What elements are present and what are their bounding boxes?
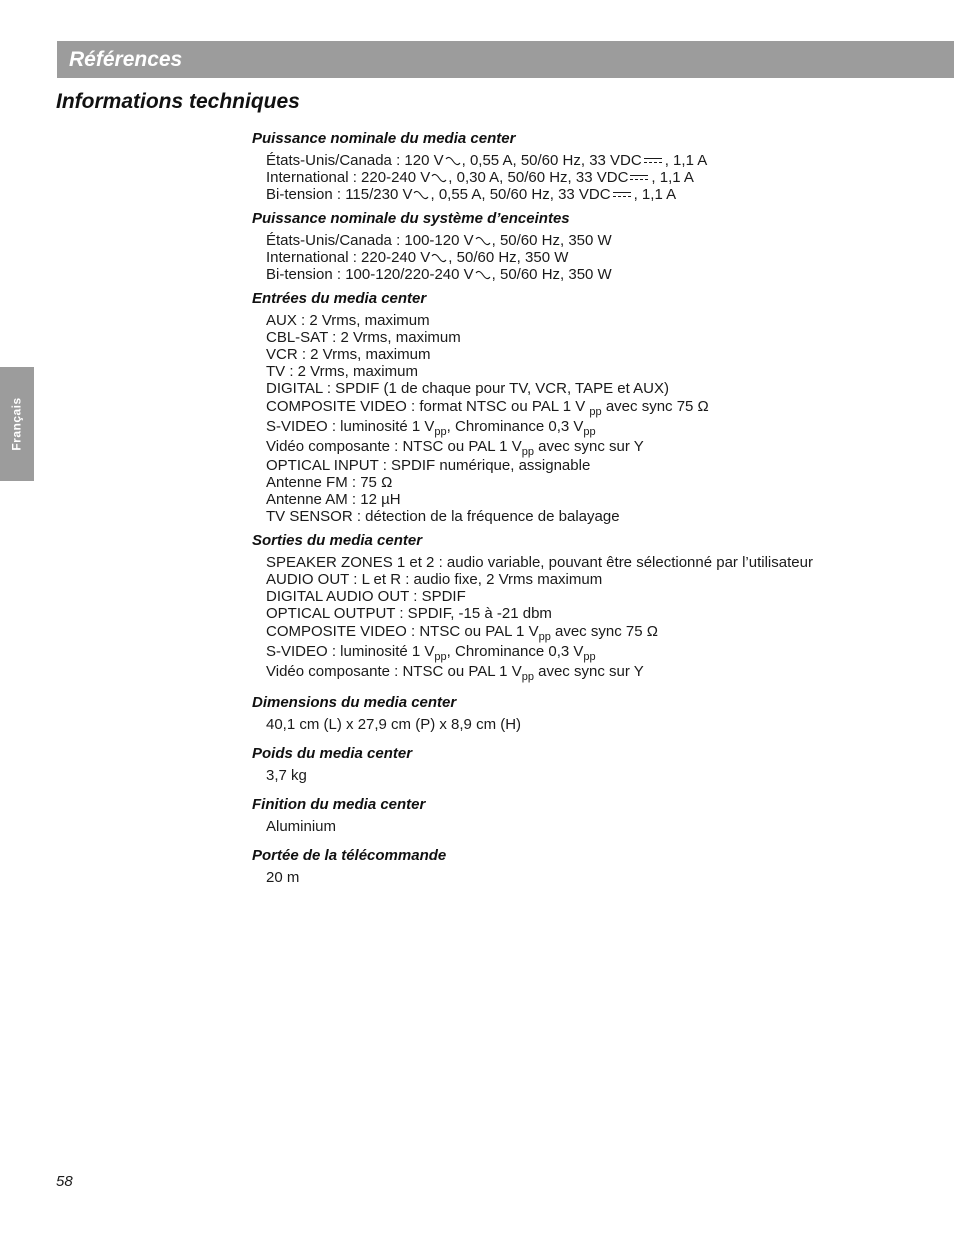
language-side-tab [0,367,34,481]
spec-section-inputs [252,290,932,525]
page-title: Informations techniques [56,90,300,113]
spec-section-weight [252,745,932,784]
subscript: pp [434,426,447,438]
spec-line [266,169,932,186]
spec-line [266,186,932,203]
spec-text: International : 220-240 V [266,249,431,266]
spec-text: , 50/60 Hz, 350 W [448,249,569,266]
spec-text: , Chrominance 0,3 V [446,418,584,435]
spec-text: États-Unis/Canada : 100-120 V [266,232,474,249]
spec-line: Antenne FM : 75 Ω [266,474,393,491]
spec-line: OPTICAL INPUT : SPDIF numérique, assignable [266,457,591,474]
spec-line [266,397,932,417]
spec-line: TV : 2 Vrms, maximum [266,363,418,380]
spec-line [266,662,932,682]
spec-line [266,152,932,169]
spec-line: 3,7 kg [266,767,307,784]
spec-text: , 0,30 A, 50/60 Hz, 33 VDC [448,169,629,186]
spec-text: , 1,1 A [651,169,694,186]
spec-text: S-VIDEO : luminosité 1 V [266,643,435,660]
ac-wave-icon [413,190,429,200]
spec-list [252,130,932,893]
language-side-tab-label: Français [10,397,25,451]
spec-line: DIGITAL : SPDIF (1 de chaque pour TV, VCR, TAPE et AUX) [266,380,669,397]
spec-line: Aluminium [266,818,337,835]
subscript: pp [521,446,534,458]
spec-line [266,642,932,662]
section-header-title: Références [69,47,183,71]
spec-line: 20 m [266,869,300,886]
spec-section-remote-range [252,847,932,886]
spec-line: 40,1 cm (L) x 27,9 cm (P) x 8,9 cm (H) [266,716,522,733]
ac-wave-icon [475,236,491,246]
spec-text: Bi-tension : 115/230 V [266,186,413,203]
spec-line: SPEAKER ZONES 1 et 2 : audio variable, pouvant être sélectionné par l’utilisateur [266,554,813,571]
spec-text: avec sync 75 Ω [601,398,709,415]
spec-text: COMPOSITE VIDEO : NTSC ou PAL 1 V [266,623,539,640]
spec-text: Vidéo composante : NTSC ou PAL 1 V [266,438,522,455]
spec-line [266,249,932,266]
spec-text: International : 220-240 V [266,169,431,186]
spec-section-media-center-power [252,130,932,203]
section-title: Sorties du media center [252,532,423,549]
subscript: pp [583,651,596,663]
dc-symbol-icon [644,157,662,164]
page-number: 58 [56,1173,73,1190]
subscript: pp [538,631,551,643]
section-title: Puissance nominale du media center [252,130,516,147]
spec-line [266,417,932,437]
spec-line: Antenne AM : 12 µH [266,491,401,508]
section-title: Portée de la télécommande [252,847,447,864]
spec-line: AUX : 2 Vrms, maximum [266,312,430,329]
spec-text: , 1,1 A [633,186,677,203]
spec-line: TV SENSOR : détection de la fréquence de balayage [266,508,620,525]
subscript: pp [589,406,602,418]
spec-section-outputs [252,532,932,682]
section-header-band [57,41,954,78]
spec-text: Vidéo composante : NTSC ou PAL 1 V [266,663,522,680]
spec-line: DIGITAL AUDIO OUT : SPDIF [266,588,466,605]
spec-section-finish [252,796,932,835]
spec-text: avec sync sur Y [533,663,644,680]
spec-section-dimensions [252,694,932,733]
spec-line [266,622,932,642]
subscript: pp [583,426,596,438]
ac-wave-icon [431,173,447,183]
subscript: pp [521,671,534,683]
spec-line [266,266,932,283]
section-title: Finition du media center [252,796,426,813]
spec-line: VCR : 2 Vrms, maximum [266,346,431,363]
spec-text: , 50/60 Hz, 350 W [491,266,612,283]
spec-text: États-Unis/Canada : 120 V [266,152,444,169]
spec-text: , 0,55 A, 50/60 Hz, 33 VDC [461,152,642,169]
dc-symbol-icon [613,191,631,198]
spec-text: , 1,1 A [664,152,708,169]
subscript: pp [434,651,447,663]
dc-symbol-icon [630,174,648,181]
spec-text: , 0,55 A, 50/60 Hz, 33 VDC [430,186,611,203]
spec-text: avec sync sur Y [533,438,644,455]
section-title: Dimensions du media center [252,694,457,711]
ac-wave-icon [445,156,461,166]
spec-text: , Chrominance 0,3 V [446,643,584,660]
section-title: Poids du media center [252,745,413,762]
spec-line [266,232,932,249]
spec-text: COMPOSITE VIDEO : format NTSC ou PAL 1 V [266,398,590,415]
section-title: Puissance nominale du système d’enceintes [252,210,570,227]
ac-wave-icon [431,253,447,263]
spec-text: Bi-tension : 100-120/220-240 V [266,266,474,283]
spec-line: CBL-SAT : 2 Vrms, maximum [266,329,461,346]
spec-section-speaker-system-power [252,210,932,283]
spec-text: , 50/60 Hz, 350 W [491,232,612,249]
spec-text: avec sync 75 Ω [550,623,658,640]
section-title: Entrées du media center [252,290,427,307]
spec-line [266,437,932,457]
ac-wave-icon [475,270,491,280]
spec-line: OPTICAL OUTPUT : SPDIF, -15 à -21 dbm [266,605,552,622]
spec-text: S-VIDEO : luminosité 1 V [266,418,435,435]
spec-line: AUDIO OUT : L et R : audio fixe, 2 Vrms maximum [266,571,603,588]
